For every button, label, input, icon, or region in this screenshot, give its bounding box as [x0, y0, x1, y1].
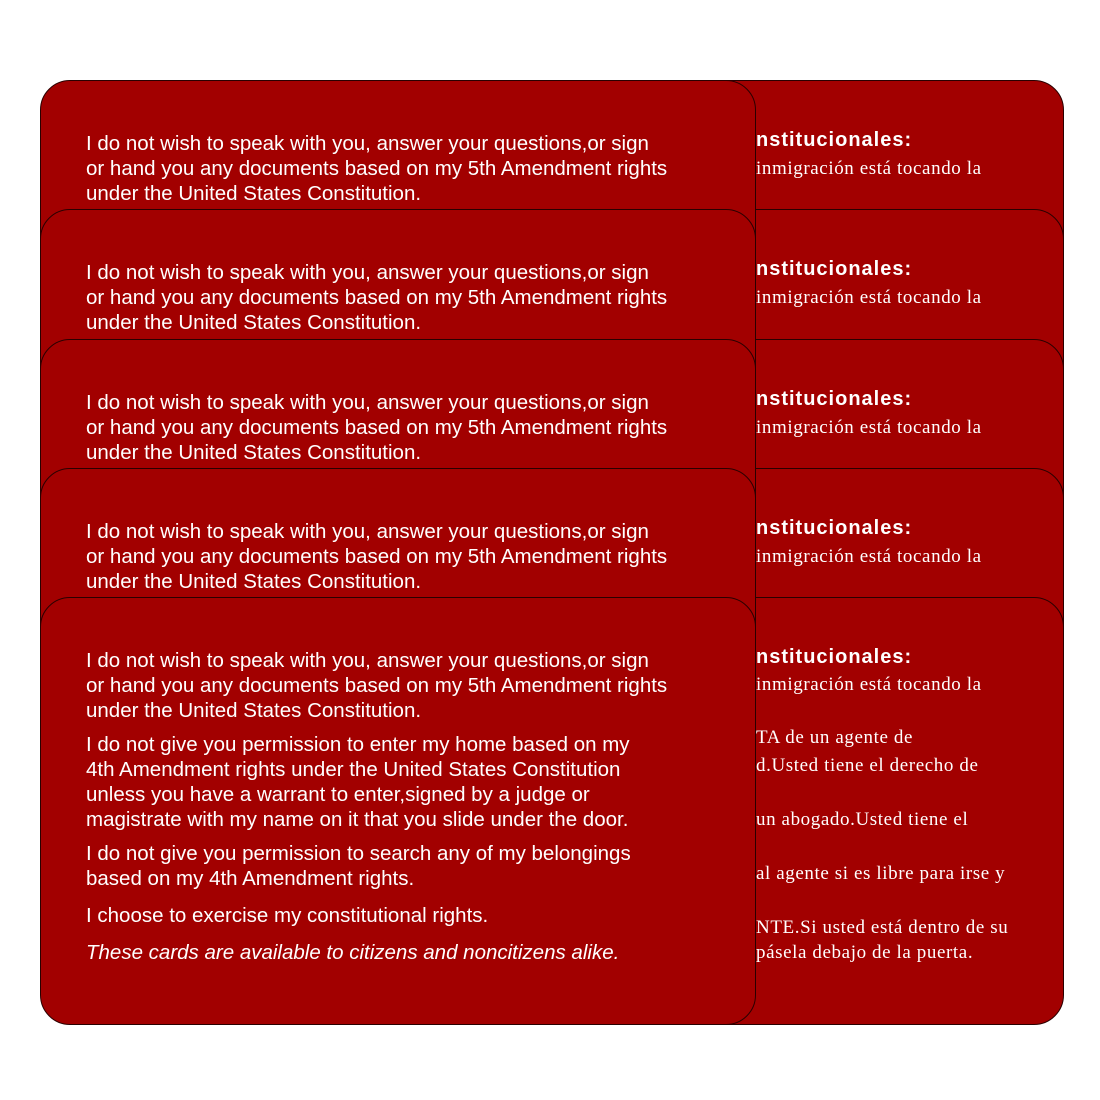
english-card-front-5	[40, 597, 756, 1025]
spanish-line-3: d.Usted tiene el derecho de	[756, 755, 979, 776]
fifth-amendment-statement: I do not wish to speak with you, answer your questions,or sign or hand you any documents based on my 5th Amendment rights under the United States Constitution.	[86, 391, 668, 464]
spanish-line-2: TA de un agente de	[756, 727, 914, 748]
spanish-line-6: NTE.Si usted está dentro de su	[756, 917, 1009, 938]
spanish-line-1: inmigración está tocando la	[756, 674, 982, 695]
fifth-amendment-statement: I do not wish to speak with you, answer your questions,or sign or hand you any documents based on my 5th Amendment rights under the United States Constitution.	[86, 520, 668, 593]
fifth-amendment-statement: I do not wish to speak with you, answer your questions,or sign or hand you any documents based on my 5th Amendment rights under the United States Constitution.	[86, 649, 668, 722]
spanish-line-1: inmigración está tocando la	[756, 546, 982, 567]
spanish-heading: nstitucionales:	[756, 517, 913, 539]
availability-note: These cards are available to citizens and noncitizens alike.	[86, 941, 620, 964]
spanish-heading: nstitucionales:	[756, 388, 913, 410]
search-statement: I do not give you permission to search any of my belongings based on my 4th Amendment rights.	[86, 842, 631, 890]
spanish-line-7: pásela debajo de la puerta.	[756, 942, 974, 963]
spanish-heading: nstitucionales:	[756, 258, 913, 280]
spanish-line-1: inmigración está tocando la	[756, 287, 982, 308]
spanish-line-5: al agente si es libre para irse y	[756, 863, 1006, 884]
spanish-heading: nstitucionales:	[756, 646, 913, 668]
fifth-amendment-statement: I do not wish to speak with you, answer your questions,or sign or hand you any documents based on my 5th Amendment rights under the United States Constitution.	[86, 261, 668, 334]
home-entry-statement: I do not give you permission to enter my home based on my 4th Amendment rights under the United States Constitution unless you have a warrant to enter,signed by a judge or magistrate with my name on it that you slide under the door.	[86, 733, 630, 831]
spanish-heading: nstitucionales:	[756, 129, 913, 151]
spanish-line-1: inmigración está tocando la	[756, 417, 982, 438]
fifth-amendment-statement: I do not wish to speak with you, answer your questions,or sign or hand you any documents based on my 5th Amendment rights under the United States Constitution.	[86, 132, 668, 205]
spanish-line-4: un abogado.Usted tiene el	[756, 809, 969, 830]
exercise-rights-statement: I choose to exercise my constitutional rights.	[86, 904, 489, 927]
spanish-line-1: inmigración está tocando la	[756, 158, 982, 179]
